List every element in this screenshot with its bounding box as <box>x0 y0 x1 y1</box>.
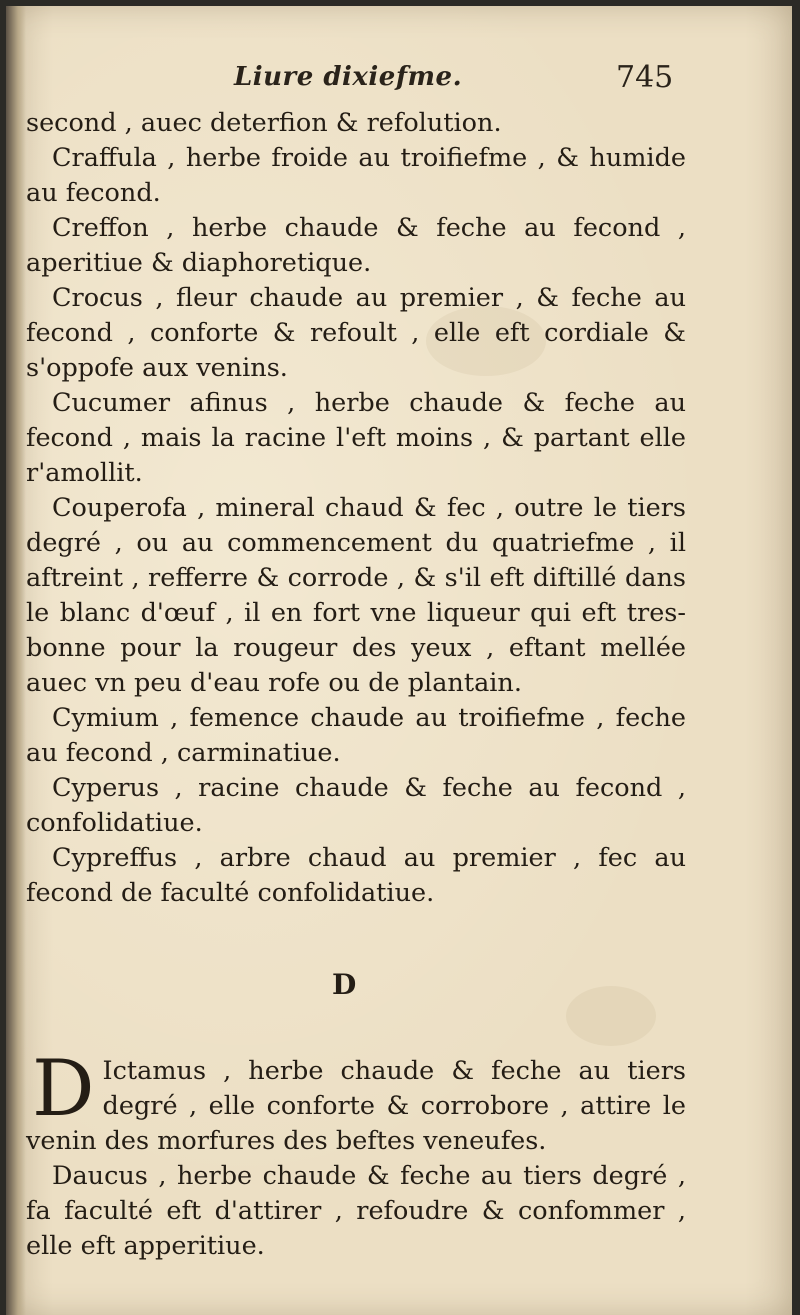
entry-paragraph: second , auec deterfion & refolution. <box>26 108 502 138</box>
entry-text: Ictamus , herbe chaude & feche au tiers degré , elle conforte & corrobore , attire le venin des morfures des beftes veneufes. <box>26 1056 686 1156</box>
entry-paragraph: Cucumer afinus , herbe chaude & feche au fecond , mais la racine l'eft moins , & partant elle r'amollit. <box>26 388 686 488</box>
page-gutter-shadow <box>6 6 26 1315</box>
entry-paragraph: Cypreffus , arbre chaud au premier , fec au fecond de faculté confolidatiue. <box>26 843 686 908</box>
section-heading-letter: D <box>332 968 357 1001</box>
entry-paragraph: Cymium , femence chaude au troifiefme , feche au fecond , carminatiue. <box>26 703 686 768</box>
entries-c-block <box>26 106 686 911</box>
entry-paragraph-dropcap <box>26 1044 686 1159</box>
page-number: 745 <box>616 60 674 95</box>
running-head <box>6 62 792 102</box>
paper-stain <box>566 986 656 1046</box>
book-page <box>6 6 792 1315</box>
entry-paragraph: Crocus , fleur chaude au premier , & feche au fecond , conforte & refoult , elle eft cordiale & s'oppofe aux venins. <box>26 283 686 383</box>
entry-paragraph: Cyperus , racine chaude & feche au fecond , confolidatiue. <box>26 773 686 838</box>
running-head-title: Liure dixiefme. <box>234 62 463 92</box>
dropcap-letter: D <box>32 1044 95 1134</box>
entry-paragraph: Creffon , herbe chaude & feche au fecond , aperitiue & diaphoretique. <box>26 213 686 278</box>
entry-paragraph: Craffula , herbe froide au troifiefme , & humide au fecond. <box>26 143 686 208</box>
entries-d-block <box>26 1044 686 1264</box>
entry-paragraph: Couperofa , mineral chaud & fec , outre le tiers degré , ou au commencement du quatriefme , il aftreint , refferre & corrode , & s'il eft diftillé dans le blanc d'œuf , il en fort vne liqueur qui eft tres-bonne pour la rougeur des yeux , eftant mellée auec vn peu d'eau rofe ou de plantain. <box>26 493 686 698</box>
entry-paragraph: Daucus , herbe chaude & feche au tiers degré , fa faculté eft d'attirer , refoudre & confommer , elle eft apperitiue. <box>26 1161 686 1261</box>
